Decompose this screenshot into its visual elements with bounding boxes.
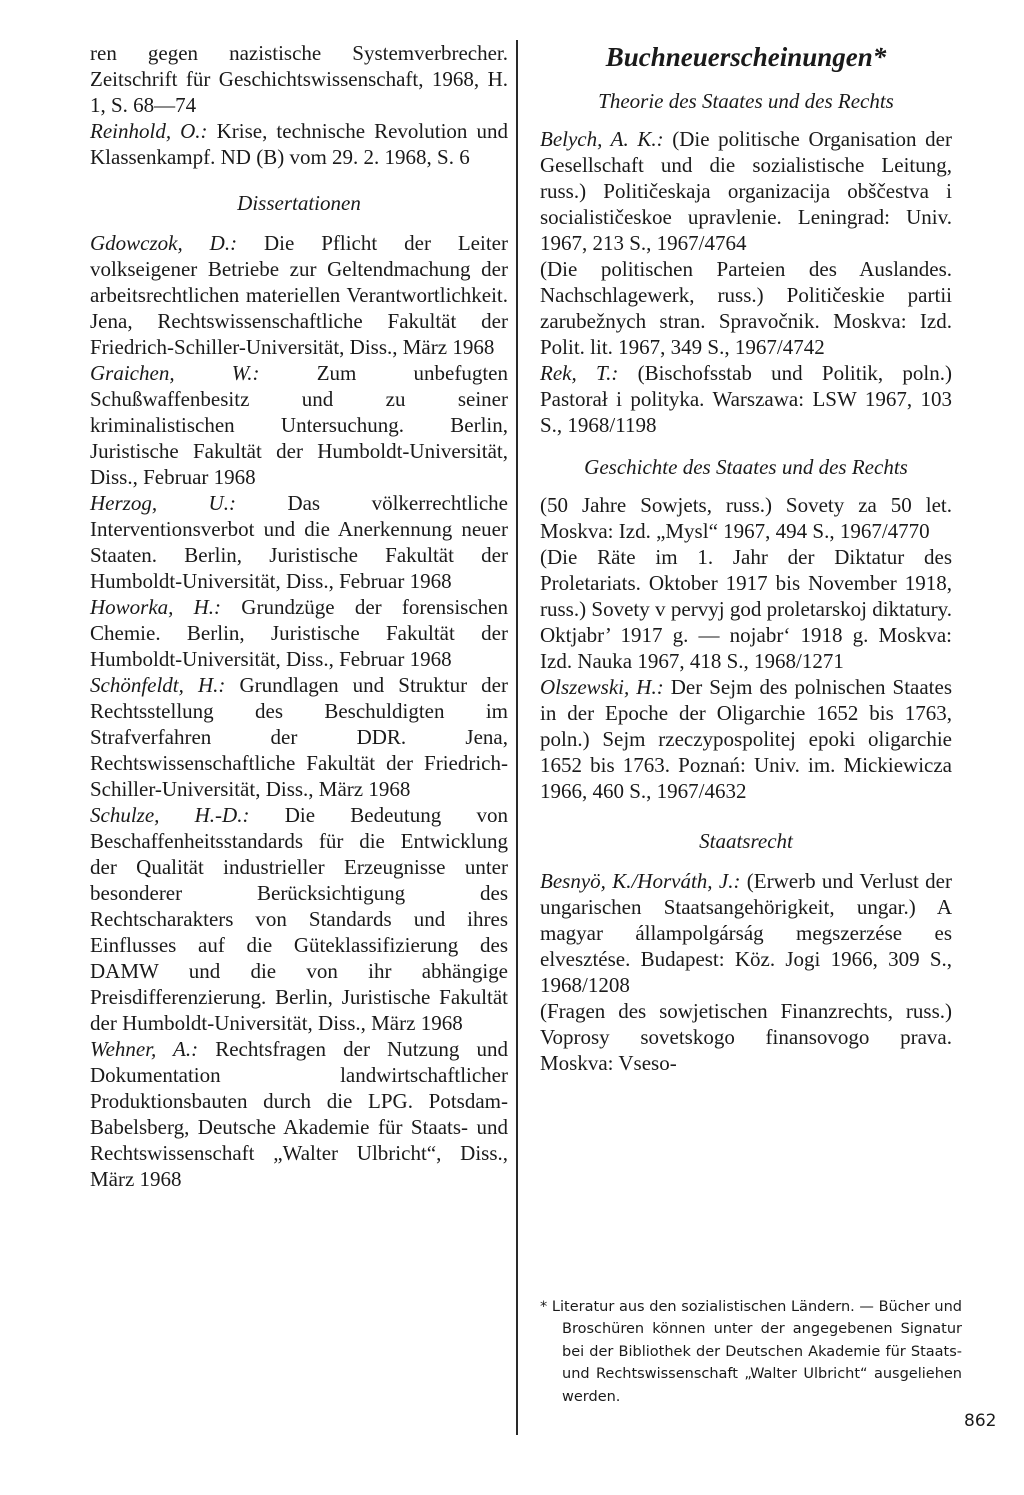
entry-author: Graichen, W.: [90, 361, 260, 385]
entry-schulze [90, 802, 508, 1036]
column-divider [516, 40, 518, 1435]
entry-text: Grundzüge der forensischen Chemie. Berlin, Juristische Fakultät der Humboldt-Universität, Diss., Februar 1968 [90, 595, 508, 671]
entry-gdowczok [90, 230, 508, 360]
entry-author: Schönfeldt, H.: [90, 673, 226, 697]
entry-olszewski [540, 674, 952, 804]
entry-text: Die Pflicht der Leiter volkseigener Betriebe zur Geltendmachung der arbeitsrechtlichen materiellen Verantwortlichkeit. Jena, Rechtswissenschaftliche Fakultät der Friedrich-Schiller-Universität, Diss., März 1968 [90, 231, 508, 359]
entry-author: Rek, T.: [540, 361, 619, 385]
section-heading-theorie: Theorie des Staates und des Rechts [598, 89, 894, 113]
entry-text: Der Sejm des polnischen Staates in der Epoche der Oligarchie 1652 bis 1763, poln.) Sejm rzeczypospolitej epoki oligarchie 1652 bis 1763. Poznań: Univ. im. Mickiewicza 1966, 460 S., 1967/4632 [540, 675, 952, 803]
dissertations-heading: Dissertationen [237, 191, 361, 215]
entry-herzog [90, 490, 508, 594]
entry-raete: (Die Räte im 1. Jahr der Diktatur des Proletariats. Oktober 1917 bis November 1918, russ.) Sovety v pervyj god proletarskoj diktatury. Oktjabr’ 1917 g. — nojabr‘ 1918 g. Moskva: Izd. Nauka 1967, 418 S., 1968/1271 [540, 545, 952, 673]
entry-fragen-finanzrecht: (Fragen des sowjetischen Finanzrechts, russ.) Voprosy sovetskogo finansovogo prava. Moskva: Vseso- [540, 999, 952, 1075]
entry-text: Krise, technische Revolution und Klassenkampf. ND (B) vom 29. 2. 1968, S. 6 [90, 119, 508, 169]
entry-text: Die Bedeutung von Beschaffenheitsstandards für die Entwicklung der Qualität industrieller Erzeugnisse unter besonderer Berücksichtigung des Rechtscharakters von Standards und ihres Einflusses auf die Güteklassifizierung des DAMW und die von ihr abhängige Preisdifferenzierung. Berlin, Juristische Fakultät der Humboldt-Universität, Diss., März 1968 [90, 803, 508, 1035]
entry-rek [540, 360, 952, 438]
entry-author: Schulze, H.-D.: [90, 803, 250, 827]
prior-entry-continuation: ren gegen nazistische Systemverbrecher. Zeitschrift für Geschichtswissenschaft, 1968, H. 1, S. 68—74 [90, 41, 508, 117]
entry-author: Belych, A. K.: [540, 127, 664, 151]
entry-wehner [90, 1036, 508, 1192]
entry-graichen [90, 360, 508, 490]
entry-text: Grundlagen und Struktur der Rechtsstellung des Beschuldigten im Strafverfahren der DDR. Jena, Rechtswissenschaftliche Fakultät der Friedrich-Schiller-Universität, Diss., März 1968 [90, 673, 508, 801]
entry-howorka [90, 594, 508, 672]
entry-text: (Die politische Organisation der Gesellschaft und die sozialistische Leitung, russ.) Političeskaja organizacija obščestva i socialističeskoe upravlenie. Leningrad: Univ. 1967, 213 S., 1967/4764 [540, 127, 952, 255]
section-heading-geschichte: Geschichte des Staates und des Rechts [584, 455, 908, 479]
entry-reinhold [90, 118, 508, 170]
entry-belych [540, 126, 952, 256]
entry-author: Howorka, H.: [90, 595, 222, 619]
entry-besnyo [540, 868, 952, 998]
entry-text: (Erwerb und Verlust der ungarischen Staatsangehörigkeit, ungar.) A magyar állampolgárság megszerzése es elvesztése. Budapest: Köz. Jogi 1966, 309 S., 1968/1208 [540, 869, 952, 997]
page-title: Buchneuerscheinungen* [605, 42, 887, 72]
footnote: * Literatur aus den sozialistischen Ländern. — Bücher und Broschüren können unter der angegebenen Signatur bei der Bibliothek der Deutschen Akademie für Staats- und Rechtswissenschaft „Walter Ulbricht“ ausgeliehen werden. [540, 1299, 962, 1405]
page-number: 862 [964, 1411, 997, 1431]
entry-text: Zum unbefugten Schußwaffenbesitz und zu seiner kriminalistischen Untersuchung. Berlin, Juristische Fakultät der Humboldt-Universität, Diss., Februar 1968 [90, 361, 509, 489]
left-column [90, 40, 508, 1192]
entry-author: Reinhold, O.: [90, 119, 208, 143]
entry-politische-parteien: (Die politischen Parteien des Auslandes. Nachschlagewerk, russ.) Političeskie partii zarubežnych stran. Spravočnik. Moskva: Izd. Polit. lit. 1967, 349 S., 1967/4742 [540, 257, 952, 359]
entry-text: Das völkerrechtliche Interventionsverbot und die Anerkennung neuer Staaten. Berlin, Juristische Fakultät der Humboldt-Universität, Diss., Februar 1968 [90, 491, 508, 593]
entry-text: (Bischofsstab und Politik, poln.) Pastorał i polityka. Warszawa: LSW 1967, 103 S., 1968/1198 [540, 361, 952, 437]
entry-author: Besnyö, K./Horváth, J.: [540, 869, 741, 893]
right-column [540, 40, 952, 1076]
entry-sovety: (50 Jahre Sowjets, russ.) Sovety za 50 let. Moskva: Izd. „Mysl“ 1967, 494 S., 1967/4770 [540, 493, 952, 543]
entry-author: Wehner, A.: [90, 1037, 199, 1061]
entry-author: Gdowczok, D.: [90, 231, 238, 255]
entry-author: Herzog, U.: [90, 491, 236, 515]
entry-text: Rechtsfragen der Nutzung und Dokumentation landwirtschaftlicher Produktionsbauten durch die LPG. Potsdam-Babelsberg, Deutsche Akademie für Staats- und Rechtswissenschaft „Walter Ulbricht“, Diss., März 1968 [90, 1037, 508, 1191]
entry-schoenfeldt [90, 672, 508, 802]
entry-author: Olszewski, H.: [540, 675, 664, 699]
section-heading-staatsrecht: Staatsrecht [699, 829, 793, 853]
